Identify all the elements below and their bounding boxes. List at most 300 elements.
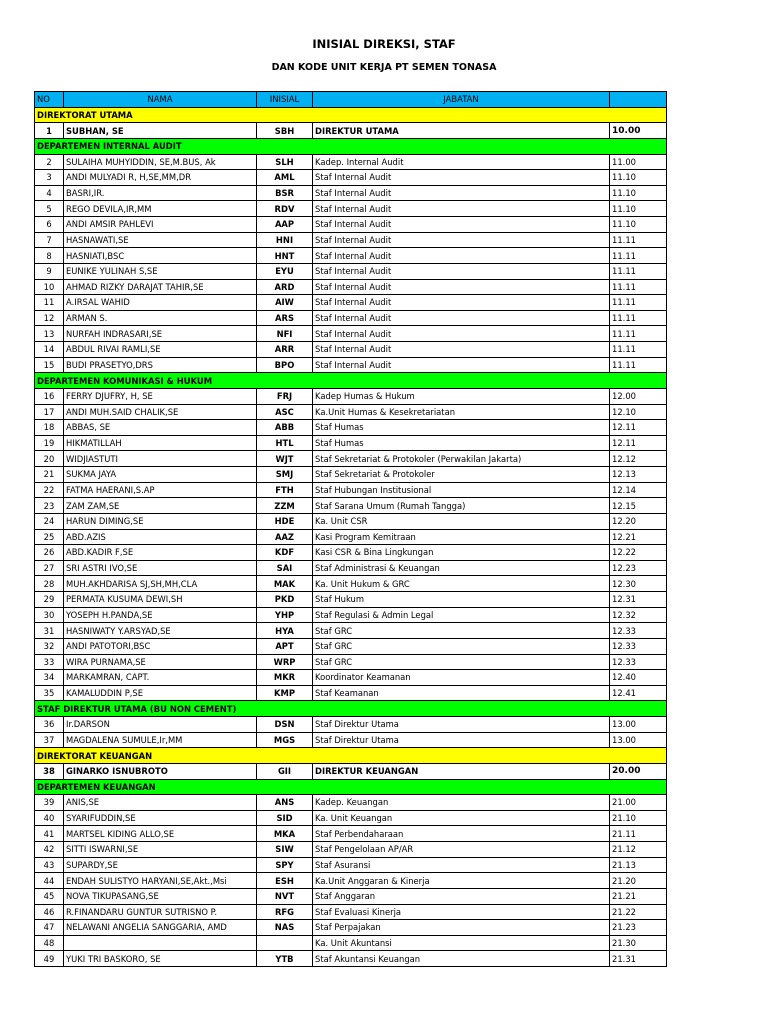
row-jabatan: Kadep Humas & Hukum bbox=[313, 388, 610, 404]
row-nama: REGO DEVILA,IR,MM bbox=[64, 201, 257, 217]
row-kode: 12.11 bbox=[610, 435, 667, 451]
row-jabatan: Staf Administrasi & Keuangan bbox=[313, 560, 610, 576]
row-inisial: ABB bbox=[257, 420, 313, 436]
row-kode: 11.11 bbox=[610, 357, 667, 373]
row-kode: 12.20 bbox=[610, 513, 667, 529]
row-kode: 12.00 bbox=[610, 388, 667, 404]
row-number: 49 bbox=[35, 951, 64, 967]
row-kode: 11.11 bbox=[610, 232, 667, 248]
section-header-row bbox=[35, 748, 667, 764]
table-row bbox=[35, 420, 667, 436]
row-number: 16 bbox=[35, 388, 64, 404]
row-nama: ABBAS, SE bbox=[64, 420, 257, 436]
row-number: 42 bbox=[35, 842, 64, 858]
row-number: 8 bbox=[35, 248, 64, 264]
row-nama: EUNIKE YULINAH S,SE bbox=[64, 263, 257, 279]
row-nama: WIDJIASTUTI bbox=[64, 451, 257, 467]
table-row bbox=[35, 638, 667, 654]
row-jabatan: Staf Internal Audit bbox=[313, 310, 610, 326]
table-row bbox=[35, 560, 667, 576]
table-row bbox=[35, 576, 667, 592]
row-jabatan: Staf Internal Audit bbox=[313, 185, 610, 201]
row-jabatan: Staf Internal Audit bbox=[313, 201, 610, 217]
row-number: 9 bbox=[35, 263, 64, 279]
table-row bbox=[35, 623, 667, 639]
row-kode: 13.00 bbox=[610, 732, 667, 748]
row-nama: ANDI AMSIR PAHLEVI bbox=[64, 217, 257, 233]
table-row bbox=[35, 170, 667, 186]
row-inisial: YTB bbox=[257, 951, 313, 967]
row-inisial: MKA bbox=[257, 826, 313, 842]
row-number: 1 bbox=[35, 123, 64, 139]
table-row bbox=[35, 732, 667, 748]
row-jabatan: Kasi CSR & Bina Lingkungan bbox=[313, 545, 610, 561]
row-inisial: GII bbox=[257, 763, 313, 779]
row-number: 5 bbox=[35, 201, 64, 217]
row-number: 41 bbox=[35, 826, 64, 842]
header-no: NO bbox=[35, 92, 64, 108]
row-inisial: MKR bbox=[257, 670, 313, 686]
row-inisial: SAI bbox=[257, 560, 313, 576]
row-jabatan: Staf Keamanan bbox=[313, 685, 610, 701]
row-kode: 20.00 bbox=[610, 763, 667, 779]
row-jabatan: Ka. Unit Hukum & GRC bbox=[313, 576, 610, 592]
row-number: 33 bbox=[35, 654, 64, 670]
row-jabatan: Staf Perbendaharaan bbox=[313, 826, 610, 842]
row-jabatan: DIREKTUR UTAMA bbox=[313, 123, 610, 139]
row-kode: 12.33 bbox=[610, 638, 667, 654]
row-kode: 12.14 bbox=[610, 482, 667, 498]
row-jabatan: Staf Humas bbox=[313, 420, 610, 436]
row-inisial: RFG bbox=[257, 904, 313, 920]
row-number: 11 bbox=[35, 295, 64, 311]
row-nama: YUKI TRI BASKORO, SE bbox=[64, 951, 257, 967]
staff-table bbox=[34, 91, 667, 967]
row-nama: ABD.KADIR F,SE bbox=[64, 545, 257, 561]
row-nama: MARKAMRAN, CAPT. bbox=[64, 670, 257, 686]
row-nama: AHMAD RIZKY DARAJAT TAHIR,SE bbox=[64, 279, 257, 295]
row-kode: 21.10 bbox=[610, 810, 667, 826]
row-inisial: RDV bbox=[257, 201, 313, 217]
row-jabatan: Staf Evaluasi Kinerja bbox=[313, 904, 610, 920]
row-number: 19 bbox=[35, 435, 64, 451]
row-jabatan: Staf Pengelolaan AP/AR bbox=[313, 842, 610, 858]
row-number: 17 bbox=[35, 404, 64, 420]
row-number: 45 bbox=[35, 888, 64, 904]
row-number: 14 bbox=[35, 342, 64, 358]
row-kode: 12.15 bbox=[610, 498, 667, 514]
row-inisial: AIW bbox=[257, 295, 313, 311]
row-nama: ARMAN S. bbox=[64, 310, 257, 326]
table-row bbox=[35, 857, 667, 873]
row-number: 37 bbox=[35, 732, 64, 748]
row-inisial: MAK bbox=[257, 576, 313, 592]
row-nama: Ir.DARSON bbox=[64, 717, 257, 733]
header-inisial: INISIAL bbox=[257, 92, 313, 108]
row-inisial bbox=[257, 935, 313, 951]
document-subtitle: DAN KODE UNIT KERJA PT SEMEN TONASA bbox=[271, 62, 497, 73]
row-inisial: DSN bbox=[257, 717, 313, 733]
table-row bbox=[35, 154, 667, 170]
table-row bbox=[35, 295, 667, 311]
row-nama: KAMALUDDIN P,SE bbox=[64, 685, 257, 701]
row-inisial: SBH bbox=[257, 123, 313, 139]
row-inisial: BPO bbox=[257, 357, 313, 373]
row-jabatan: Staf Akuntansi Keuangan bbox=[313, 951, 610, 967]
row-number: 18 bbox=[35, 420, 64, 436]
row-kode: 21.30 bbox=[610, 935, 667, 951]
row-jabatan: Kasi Program Kemitraan bbox=[313, 529, 610, 545]
row-kode: 11.10 bbox=[610, 170, 667, 186]
row-jabatan: Kadep. Internal Audit bbox=[313, 154, 610, 170]
row-nama: WIRA PURNAMA,SE bbox=[64, 654, 257, 670]
section-header-row bbox=[35, 779, 667, 795]
section-title: DIREKTORAT UTAMA bbox=[35, 107, 667, 123]
row-kode: 11.11 bbox=[610, 279, 667, 295]
table-row bbox=[35, 435, 667, 451]
row-inisial: BSR bbox=[257, 185, 313, 201]
section-header-row bbox=[35, 373, 667, 389]
row-kode: 21.12 bbox=[610, 842, 667, 858]
row-number: 40 bbox=[35, 810, 64, 826]
row-number: 48 bbox=[35, 935, 64, 951]
row-nama: MARTSEL KIDING ALLO,SE bbox=[64, 826, 257, 842]
row-inisial: HDE bbox=[257, 513, 313, 529]
section-header-row bbox=[35, 701, 667, 717]
row-kode: 11.11 bbox=[610, 310, 667, 326]
row-inisial: KMP bbox=[257, 685, 313, 701]
row-number: 3 bbox=[35, 170, 64, 186]
row-nama: HARUN DIMING,SE bbox=[64, 513, 257, 529]
row-jabatan: Staf Internal Audit bbox=[313, 232, 610, 248]
table-row bbox=[35, 232, 667, 248]
row-kode: 10.00 bbox=[610, 123, 667, 139]
row-nama: HASNIATI,BSC bbox=[64, 248, 257, 264]
row-inisial: ANS bbox=[257, 795, 313, 811]
row-nama: ENDAH SULISTYO HARYANI,SE,Akt.,Msi bbox=[64, 873, 257, 889]
row-jabatan: Ka. Unit Akuntansi bbox=[313, 935, 610, 951]
row-inisial: NFI bbox=[257, 326, 313, 342]
row-jabatan: Staf Direktur Utama bbox=[313, 732, 610, 748]
row-inisial: SMJ bbox=[257, 467, 313, 483]
table-row bbox=[35, 451, 667, 467]
row-inisial: NVT bbox=[257, 888, 313, 904]
table-row bbox=[35, 326, 667, 342]
row-kode: 11.10 bbox=[610, 217, 667, 233]
row-inisial: WJT bbox=[257, 451, 313, 467]
row-number: 28 bbox=[35, 576, 64, 592]
row-jabatan: Staf Internal Audit bbox=[313, 326, 610, 342]
row-jabatan: Staf Anggaran bbox=[313, 888, 610, 904]
row-jabatan: Ka.Unit Anggaran & Kinerja bbox=[313, 873, 610, 889]
row-kode: 21.20 bbox=[610, 873, 667, 889]
row-inisial: SPY bbox=[257, 857, 313, 873]
row-kode: 12.12 bbox=[610, 451, 667, 467]
row-nama: SULAIHA MUHYIDDIN, SE,M.BUS, Ak bbox=[64, 154, 257, 170]
row-kode: 12.30 bbox=[610, 576, 667, 592]
row-jabatan: Staf Sekretariat & Protokoler bbox=[313, 467, 610, 483]
table-row bbox=[35, 904, 667, 920]
row-jabatan: Ka. Unit CSR bbox=[313, 513, 610, 529]
row-inisial: PKD bbox=[257, 592, 313, 608]
row-kode: 11.10 bbox=[610, 201, 667, 217]
row-nama: BASRI,IR. bbox=[64, 185, 257, 201]
row-jabatan: Staf Internal Audit bbox=[313, 342, 610, 358]
row-number: 2 bbox=[35, 154, 64, 170]
table-row bbox=[35, 592, 667, 608]
row-kode: 12.32 bbox=[610, 607, 667, 623]
table-row bbox=[35, 263, 667, 279]
row-kode: 11.11 bbox=[610, 248, 667, 264]
row-nama: FERRY DJUFRY, H, SE bbox=[64, 388, 257, 404]
row-nama: ANDI MUH.SAID CHALIK,SE bbox=[64, 404, 257, 420]
table-header-row bbox=[35, 92, 667, 108]
row-number: 23 bbox=[35, 498, 64, 514]
row-nama: GINARKO ISNUBROTO bbox=[64, 763, 257, 779]
row-inisial: MGS bbox=[257, 732, 313, 748]
row-kode: 12.11 bbox=[610, 420, 667, 436]
row-jabatan: Staf Hubungan Institusional bbox=[313, 482, 610, 498]
row-number: 36 bbox=[35, 717, 64, 733]
row-jabatan: Staf Internal Audit bbox=[313, 279, 610, 295]
row-number: 44 bbox=[35, 873, 64, 889]
row-inisial: ARS bbox=[257, 310, 313, 326]
row-number: 29 bbox=[35, 592, 64, 608]
row-jabatan: DIREKTUR KEUANGAN bbox=[313, 763, 610, 779]
row-inisial: FRJ bbox=[257, 388, 313, 404]
row-number: 47 bbox=[35, 920, 64, 936]
table-row bbox=[35, 842, 667, 858]
row-nama: ANDI PATOTORI,BSC bbox=[64, 638, 257, 654]
row-jabatan: Staf Internal Audit bbox=[313, 357, 610, 373]
table-row bbox=[35, 217, 667, 233]
row-nama: HASNIWATY Y.ARSYAD,SE bbox=[64, 623, 257, 639]
row-number: 24 bbox=[35, 513, 64, 529]
table-row bbox=[35, 810, 667, 826]
table-row bbox=[35, 795, 667, 811]
row-inisial: SID bbox=[257, 810, 313, 826]
table-row bbox=[35, 482, 667, 498]
row-inisial: AML bbox=[257, 170, 313, 186]
row-kode: 11.11 bbox=[610, 326, 667, 342]
table-row bbox=[35, 607, 667, 623]
row-number: 6 bbox=[35, 217, 64, 233]
table-row bbox=[35, 467, 667, 483]
row-jabatan: Ka.Unit Humas & Kesekretariatan bbox=[313, 404, 610, 420]
row-nama: R.FINANDARU GUNTUR SUTRISNO P. bbox=[64, 904, 257, 920]
row-inisial: ASC bbox=[257, 404, 313, 420]
row-jabatan: Staf Perpajakan bbox=[313, 920, 610, 936]
row-kode: 11.11 bbox=[610, 342, 667, 358]
row-inisial: FTH bbox=[257, 482, 313, 498]
table-row bbox=[35, 310, 667, 326]
row-number: 38 bbox=[35, 763, 64, 779]
row-jabatan: Staf Sarana Umum (Rumah Tangga) bbox=[313, 498, 610, 514]
row-nama: FATMA HAERANI,S.AP bbox=[64, 482, 257, 498]
row-inisial: AAP bbox=[257, 217, 313, 233]
row-kode: 12.22 bbox=[610, 545, 667, 561]
row-number: 10 bbox=[35, 279, 64, 295]
row-nama: NELAWANI ANGELIA SANGGARIA, AMD bbox=[64, 920, 257, 936]
row-number: 27 bbox=[35, 560, 64, 576]
row-nama: ABD.AZIS bbox=[64, 529, 257, 545]
row-jabatan: Staf Sekretariat & Protokoler (Perwakilan Jakarta) bbox=[313, 451, 610, 467]
row-nama: PERMATA KUSUMA DEWI,SH bbox=[64, 592, 257, 608]
row-jabatan: Staf Asuransi bbox=[313, 857, 610, 873]
row-kode: 11.00 bbox=[610, 154, 667, 170]
table-row bbox=[35, 404, 667, 420]
table-row bbox=[35, 279, 667, 295]
table-row bbox=[35, 357, 667, 373]
row-kode: 21.21 bbox=[610, 888, 667, 904]
row-inisial: SLH bbox=[257, 154, 313, 170]
row-nama: BUDI PRASETYO,DRS bbox=[64, 357, 257, 373]
table-row bbox=[35, 670, 667, 686]
section-header-row bbox=[35, 138, 667, 154]
row-nama: SITTI ISWARNI,SE bbox=[64, 842, 257, 858]
row-nama: SUPARDY,SE bbox=[64, 857, 257, 873]
row-inisial: ARD bbox=[257, 279, 313, 295]
header-kode bbox=[610, 92, 667, 108]
table-row bbox=[35, 685, 667, 701]
header-nama: NAMA bbox=[64, 92, 257, 108]
row-jabatan: Ka. Unit Keuangan bbox=[313, 810, 610, 826]
row-kode: 21.23 bbox=[610, 920, 667, 936]
section-title: STAF DIREKTUR UTAMA (BU NON CEMENT) bbox=[35, 701, 667, 717]
row-inisial: AAZ bbox=[257, 529, 313, 545]
table-row bbox=[35, 935, 667, 951]
table-row bbox=[35, 498, 667, 514]
table-row bbox=[35, 545, 667, 561]
table-row bbox=[35, 888, 667, 904]
row-jabatan: Koordinator Keamanan bbox=[313, 670, 610, 686]
row-number: 31 bbox=[35, 623, 64, 639]
section-title: DEPARTEMEN KEUANGAN bbox=[35, 779, 667, 795]
header-jabatan: JABATAN bbox=[313, 92, 610, 108]
row-nama: SRI ASTRI IVO,SE bbox=[64, 560, 257, 576]
row-kode: 12.23 bbox=[610, 560, 667, 576]
row-jabatan: Staf GRC bbox=[313, 623, 610, 639]
row-nama: HASNAWATI,SE bbox=[64, 232, 257, 248]
table-row bbox=[35, 529, 667, 545]
row-nama: SYARIFUDDIN,SE bbox=[64, 810, 257, 826]
row-jabatan: Staf Internal Audit bbox=[313, 295, 610, 311]
row-number: 15 bbox=[35, 357, 64, 373]
table-row bbox=[35, 763, 667, 779]
row-inisial: HNI bbox=[257, 232, 313, 248]
row-number: 34 bbox=[35, 670, 64, 686]
row-nama: SUBHAN, SE bbox=[64, 123, 257, 139]
row-number: 32 bbox=[35, 638, 64, 654]
table-row bbox=[35, 513, 667, 529]
row-jabatan: Kadep. Keuangan bbox=[313, 795, 610, 811]
row-number: 21 bbox=[35, 467, 64, 483]
row-jabatan: Staf GRC bbox=[313, 654, 610, 670]
row-jabatan: Staf Hukum bbox=[313, 592, 610, 608]
row-inisial: WRP bbox=[257, 654, 313, 670]
table-row bbox=[35, 873, 667, 889]
row-number: 20 bbox=[35, 451, 64, 467]
section-header-row bbox=[35, 107, 667, 123]
row-number: 22 bbox=[35, 482, 64, 498]
row-kode: 11.10 bbox=[610, 185, 667, 201]
row-inisial: KDF bbox=[257, 545, 313, 561]
row-nama: ZAM ZAM,SE bbox=[64, 498, 257, 514]
row-inisial: APT bbox=[257, 638, 313, 654]
row-nama: ABDUL RIVAI RAMLI,SE bbox=[64, 342, 257, 358]
row-inisial: NAS bbox=[257, 920, 313, 936]
row-nama: ANDI MULYADI R, H,SE,MM,DR bbox=[64, 170, 257, 186]
row-kode: 12.41 bbox=[610, 685, 667, 701]
row-kode: 12.13 bbox=[610, 467, 667, 483]
row-jabatan: Staf Internal Audit bbox=[313, 170, 610, 186]
row-number: 30 bbox=[35, 607, 64, 623]
table-row bbox=[35, 342, 667, 358]
row-nama: A.IRSAL WAHID bbox=[64, 295, 257, 311]
row-jabatan: Staf Internal Audit bbox=[313, 248, 610, 264]
section-title: DIREKTORAT KEUANGAN bbox=[35, 748, 667, 764]
section-title: DEPARTEMEN KOMUNIKASI & HUKUM bbox=[35, 373, 667, 389]
table-row bbox=[35, 920, 667, 936]
row-kode: 21.11 bbox=[610, 826, 667, 842]
row-kode: 11.11 bbox=[610, 295, 667, 311]
row-kode: 21.31 bbox=[610, 951, 667, 967]
table-row bbox=[35, 388, 667, 404]
row-kode: 12.33 bbox=[610, 654, 667, 670]
row-jabatan: Staf Direktur Utama bbox=[313, 717, 610, 733]
row-number: 4 bbox=[35, 185, 64, 201]
row-nama: NOVA TIKUPASANG,SE bbox=[64, 888, 257, 904]
row-kode: 21.22 bbox=[610, 904, 667, 920]
row-number: 39 bbox=[35, 795, 64, 811]
row-inisial: SIW bbox=[257, 842, 313, 858]
row-kode: 12.40 bbox=[610, 670, 667, 686]
row-nama bbox=[64, 935, 257, 951]
row-jabatan: Staf Regulasi & Admin Legal bbox=[313, 607, 610, 623]
table-row bbox=[35, 201, 667, 217]
table-row bbox=[35, 826, 667, 842]
section-title: DEPARTEMEN INTERNAL AUDIT bbox=[35, 138, 667, 154]
row-nama: MAGDALENA SUMULE,Ir,MM bbox=[64, 732, 257, 748]
table-row bbox=[35, 654, 667, 670]
row-nama: NURFAH INDRASARI,SE bbox=[64, 326, 257, 342]
row-inisial: ZZM bbox=[257, 498, 313, 514]
row-kode: 21.13 bbox=[610, 857, 667, 873]
row-number: 12 bbox=[35, 310, 64, 326]
row-inisial: HYA bbox=[257, 623, 313, 639]
row-inisial: ESH bbox=[257, 873, 313, 889]
row-kode: 13.00 bbox=[610, 717, 667, 733]
table-row bbox=[35, 248, 667, 264]
row-nama: YOSEPH H.PANDA,SE bbox=[64, 607, 257, 623]
table-row bbox=[35, 717, 667, 733]
row-jabatan: Staf Humas bbox=[313, 435, 610, 451]
row-nama: SUKMA JAYA bbox=[64, 467, 257, 483]
row-number: 13 bbox=[35, 326, 64, 342]
row-number: 35 bbox=[35, 685, 64, 701]
row-kode: 12.31 bbox=[610, 592, 667, 608]
row-inisial: YHP bbox=[257, 607, 313, 623]
document-title: INISIAL DIREKSI, STAF bbox=[312, 37, 456, 51]
row-inisial: HNT bbox=[257, 248, 313, 264]
row-number: 25 bbox=[35, 529, 64, 545]
row-number: 43 bbox=[35, 857, 64, 873]
row-kode: 21.00 bbox=[610, 795, 667, 811]
table-row bbox=[35, 951, 667, 967]
row-jabatan: Staf GRC bbox=[313, 638, 610, 654]
row-jabatan: Staf Internal Audit bbox=[313, 263, 610, 279]
row-number: 7 bbox=[35, 232, 64, 248]
